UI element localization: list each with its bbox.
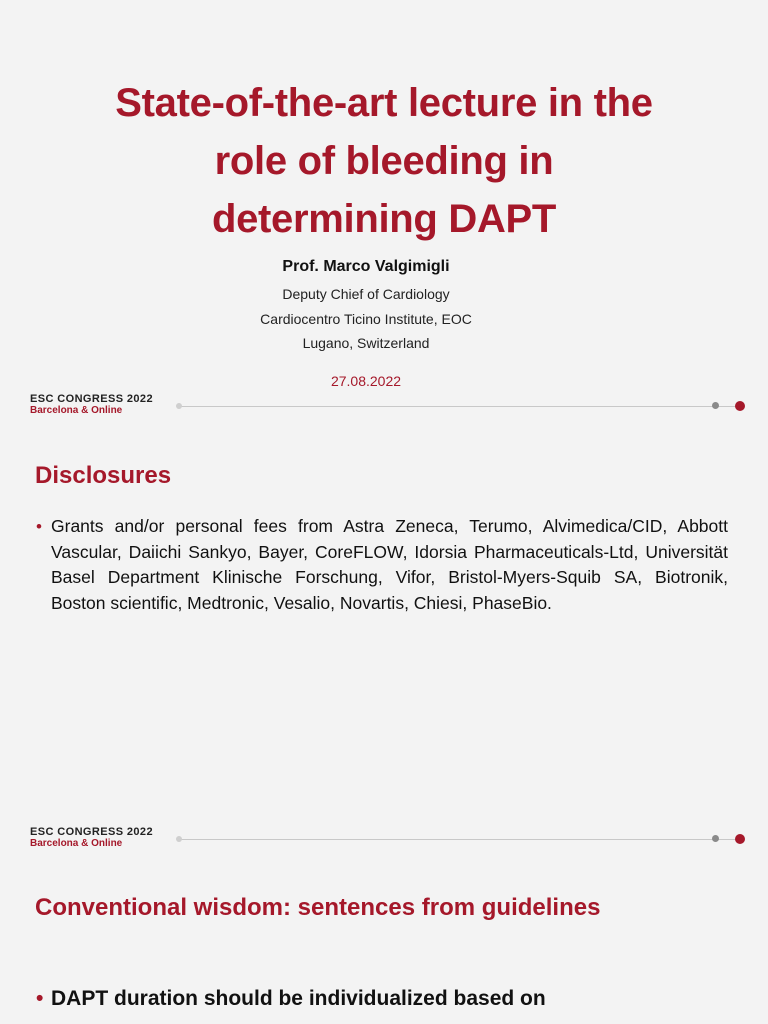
presenter-role: Deputy Chief of Cardiology — [282, 286, 450, 302]
congress-subtitle: Barcelona & Online — [30, 405, 123, 416]
guidelines-heading: Conventional wisdom: sentences from guidelines — [35, 894, 601, 921]
presenter-location: Lugano, Switzerland — [302, 335, 430, 351]
disclosures-bullet — [36, 514, 728, 616]
bullet-icon: • — [36, 517, 42, 536]
disclosures-text: Grants and/or personal fees from Astra Zeneca, Terumo, Alvimedica/CID, Abbott Vascular, Daiichi Sankyo, Bayer, CoreFLOW, Idorsia Pharmaceuticals-Ltd, Universität Basel Department Klinische Forschung, Vifor, Bristol-Myers-Squib SA, Biotronik, Boston scientific, Medtronic, Vesalio, Novartis, Chiesi, PhaseBio. — [51, 516, 728, 613]
presenter-name: Prof. Marco Valgimigli — [282, 258, 450, 275]
congress-name: ESC CONGRESS 2022 — [30, 393, 153, 405]
guidelines-bullet-text: DAPT duration should be individualized based on — [51, 987, 546, 1010]
lecture-date: 27.08.2022 — [330, 373, 402, 389]
divider-start-dot — [176, 403, 182, 409]
guidelines-slide — [0, 864, 768, 1024]
congress-subtitle: Barcelona & Online — [30, 838, 123, 849]
divider-red-dot — [735, 834, 745, 844]
footer-divider — [178, 839, 738, 840]
congress-logo — [30, 826, 153, 850]
lecture-title-line: determining DAPT — [211, 197, 557, 241]
congress-logo — [30, 393, 153, 417]
lecture-title — [40, 74, 728, 248]
presenter-institute: Cardiocentro Ticino Institute, EOC — [260, 311, 472, 327]
guidelines-bullet — [36, 984, 728, 1014]
congress-name: ESC CONGRESS 2022 — [30, 826, 153, 838]
disclosures-slide — [0, 432, 768, 864]
divider-red-dot — [735, 401, 745, 411]
divider-start-dot — [176, 836, 182, 842]
bullet-icon: • — [36, 987, 44, 1010]
title-slide — [0, 0, 768, 432]
disclosures-heading: Disclosures — [35, 462, 172, 489]
lecture-title-line: role of bleeding in — [214, 139, 554, 183]
divider-grey-dot — [712, 835, 719, 842]
lecture-title-line: State-of-the-art lecture in the — [115, 81, 653, 125]
footer-divider — [178, 406, 738, 407]
divider-grey-dot — [712, 402, 719, 409]
